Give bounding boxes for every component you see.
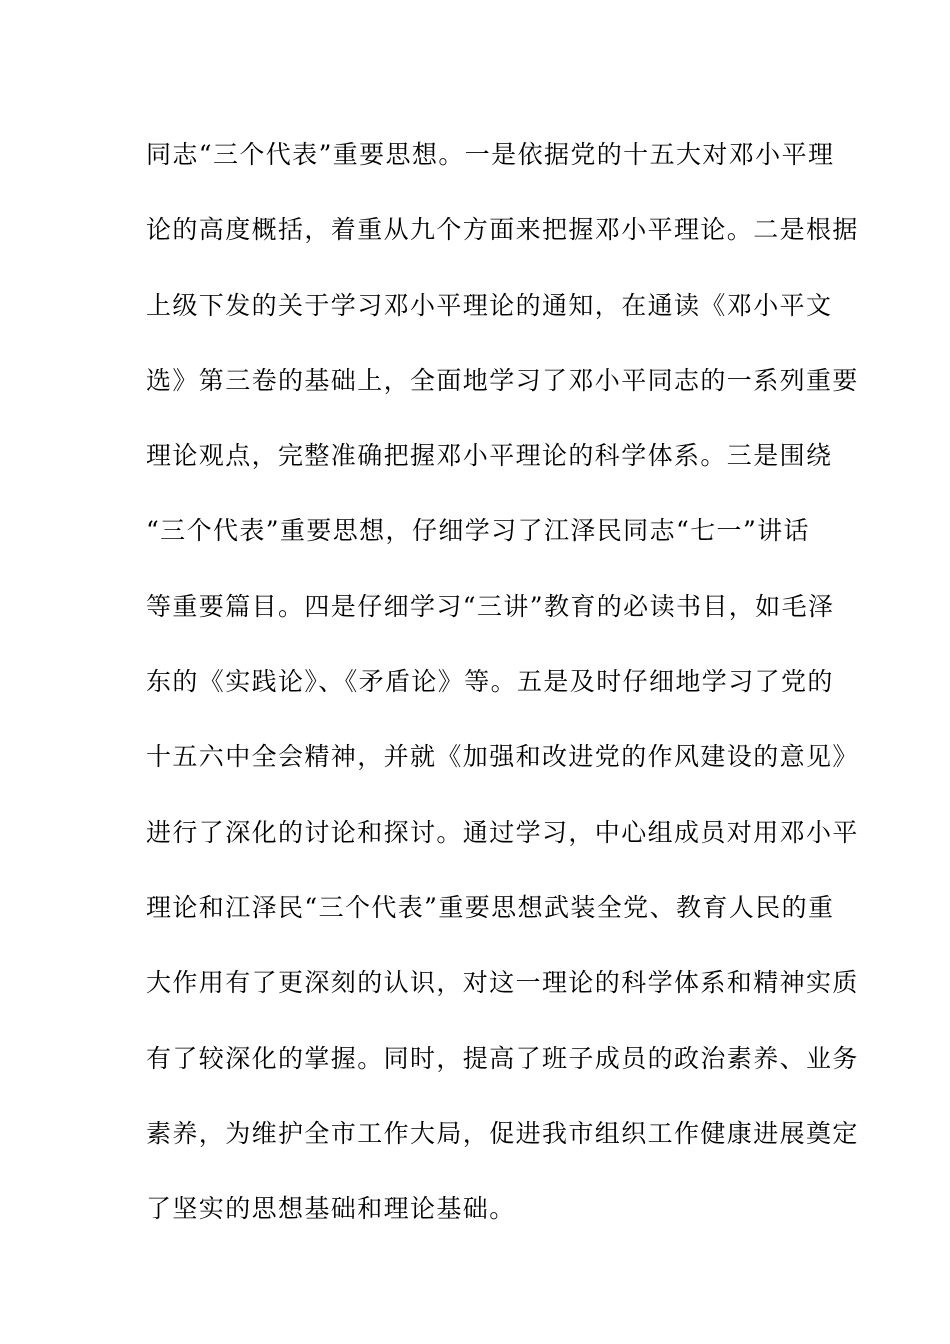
text-line: 理论和江泽民“三个代表”重要思想武装全党、教育人民的重 bbox=[146, 892, 835, 922]
text-line: 选》第三卷的基础上，全面地学习了邓小平同志的一系列重要 bbox=[146, 365, 859, 395]
text-line: 论的高度概括，着重从九个方面来把握邓小平理论。二是根据 bbox=[146, 215, 859, 245]
text-line: 素养，为维护全市工作大局，促进我市组织工作健康进展奠定 bbox=[146, 1118, 859, 1148]
text-line: 有了较深化的掌握。同时，提高了班子成员的政治素养、业务 bbox=[146, 1043, 859, 1073]
text-line: 上级下发的关于学习邓小平理论的通知，在通读《邓小平文 bbox=[146, 290, 833, 320]
text-line: 等重要篇目。四是仔细学习“三讲”教育的必读书目，如毛泽 bbox=[146, 591, 835, 621]
text-line: 十五六中全会精神，并就《加强和改进党的作风建设的意见》 bbox=[146, 742, 859, 772]
body-paragraph bbox=[146, 128, 859, 1257]
text-line: 了坚实的思想基础和理论基础。 bbox=[146, 1194, 516, 1224]
text-line: 理论观点，完整准确把握邓小平理论的科学体系。三是围绕 bbox=[146, 441, 833, 471]
text-line: 进行了深化的讨论和探讨。通过学习，中心组成员对用邓小平 bbox=[146, 817, 859, 847]
text-line: “三个代表”重要思想，仔细学习了江泽民同志“七一”讲话 bbox=[146, 516, 810, 546]
text-line: 同志“三个代表”重要思想。一是依据党的十五大对邓小平理 bbox=[146, 140, 835, 169]
text-line: 大作用有了更深刻的认识，对这一理论的科学体系和精神实质 bbox=[146, 968, 859, 998]
text-line: 东的《实践论》、《矛盾论》等。五是及时仔细地学习了党的 bbox=[146, 667, 834, 697]
